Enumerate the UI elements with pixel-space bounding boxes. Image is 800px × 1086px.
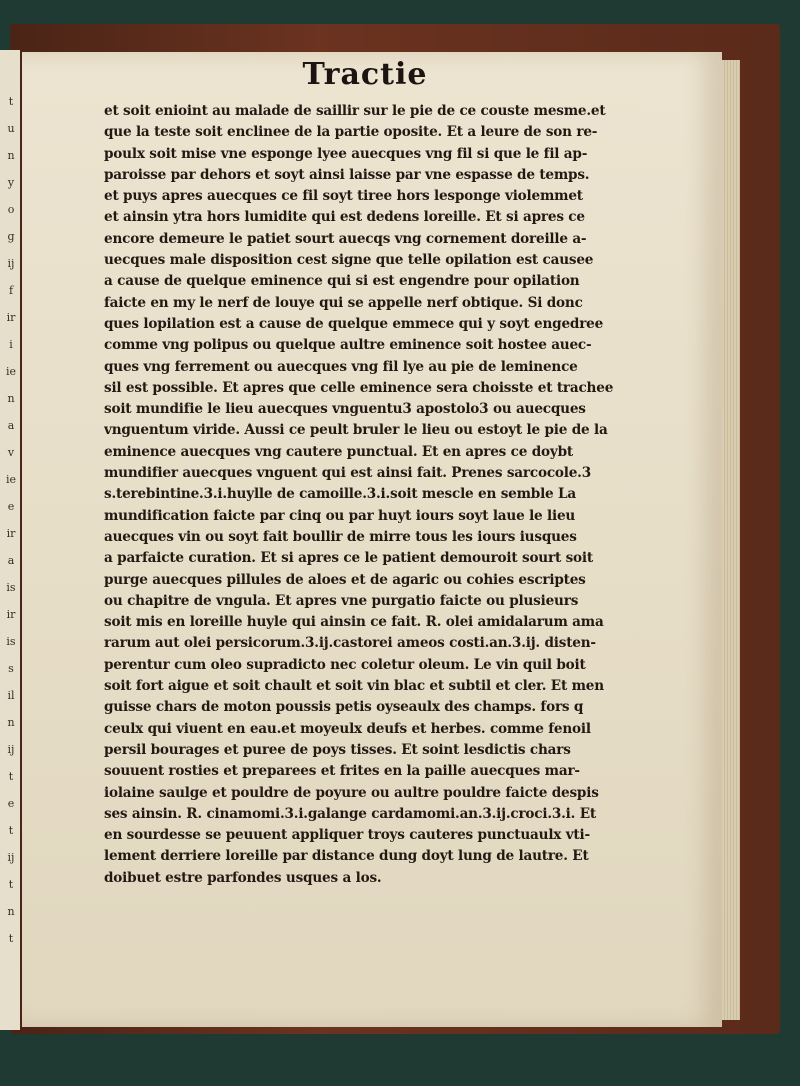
- facing-page-glyph: i: [9, 338, 13, 351]
- text-line: rarum aut olei persicorum.3.ij.castorei ameos costi.an.3.ij. disten-: [104, 635, 596, 652]
- text-line: guisse chars de moton poussis petis oyseaulx des champs. fors q: [104, 699, 584, 716]
- text-line: ou chapitre de vngula. Et apres vne purgatio faicte ou plusieurs: [104, 592, 579, 609]
- facing-page-glyph: t: [8, 878, 14, 891]
- text-line: poulx soit mise vne esponge lyee auecques vng fil si que le fil ap-: [104, 145, 588, 162]
- text-line: sil est possible. Et apres que celle eminence sera choisste et trachee: [104, 379, 614, 396]
- facing-page-glyph: ir: [6, 608, 16, 621]
- facing-page-glyph: ir: [6, 311, 16, 324]
- text-line: comme vng polipus ou quelque aultre eminence soit hostee auec-: [104, 337, 592, 354]
- text-line: en sourdesse se peuuent appliquer troys cauteres punctuaulx vti-: [104, 827, 590, 844]
- text-line: encore demeure le patiet sourt auecqs vng cornement doreille a-: [104, 230, 587, 247]
- text-line: ques vng ferrement ou auecques vng fil lye au pie de leminence: [104, 358, 578, 375]
- facing-page-glyph: a: [7, 554, 15, 567]
- text-line: auecques vin ou soyt fait boullir de mirre tous les iours iusques: [104, 528, 577, 545]
- text-line: mundification faicte par cinq ou par huyt iours soyt laue le lieu: [104, 507, 576, 524]
- facing-page-glyph: ij: [7, 257, 15, 270]
- facing-page-glyph: t: [8, 824, 14, 837]
- text-line: soit mis en loreille huyle qui ainsin ce fait. R. olei amidalarum ama: [104, 614, 604, 631]
- facing-page-glyph: n: [7, 149, 15, 162]
- text-line: et ainsin ytra hors lumidite qui est dedens loreille. Et si apres ce: [104, 209, 585, 226]
- text-line: paroisse par dehors et soyt ainsi laisse par vne espasse de temps.: [104, 166, 590, 183]
- facing-page-glyph: ij: [7, 851, 15, 864]
- facing-page-glyph: s: [8, 662, 14, 675]
- facing-page-glyph: e: [7, 500, 15, 513]
- facing-page-glyph: a: [7, 419, 15, 432]
- text-line: ses ainsin. R. cinamomi.3.i.galange cardamomi.an.3.ij.croci.3.i. Et: [104, 805, 596, 822]
- body-text: [104, 101, 644, 889]
- facing-page-glyph: t: [8, 770, 14, 783]
- facing-page-glyph: n: [7, 716, 15, 729]
- facing-page-glyph: ie: [5, 365, 17, 378]
- facing-page-glyph: g: [7, 230, 15, 243]
- text-line: lement derriere loreille par distance dung doyt lung de lautre. Et: [104, 848, 589, 865]
- text-line: uecques male disposition cest signe que telle opilation est causee: [104, 252, 594, 269]
- facing-page-glyph: n: [7, 392, 15, 405]
- facing-page-glyph: ir: [6, 527, 16, 540]
- text-line: s.terebintine.3.i.huylle de camoille.3.i.soit mescle en semble La: [104, 486, 577, 503]
- facing-page-glyph: t: [8, 95, 14, 108]
- facing-page-glyph: is: [6, 581, 16, 594]
- text-line: souuent rosties et preparees et frites en la paille auecques mar-: [104, 763, 580, 780]
- text-line: mundifier auecques vnguent qui est ainsi fait. Prenes sarcocole.3: [104, 465, 591, 482]
- text-line: et soit enioint au malade de saillir sur le pie de ce couste mesme.et: [104, 103, 606, 119]
- text-line: a cause de quelque eminence qui si est engendre pour opilation: [104, 273, 580, 290]
- text-line: doibuet estre parfondes usques a los.: [104, 869, 382, 886]
- facing-page-glyph: e: [7, 797, 15, 810]
- text-line: ceulx qui viuent en eau.et moyeulx deufs et herbes. comme fenoil: [104, 720, 591, 737]
- text-line: soit fort aigue et soit chault et soit vin blac et subtil et cler. Et men: [104, 678, 604, 695]
- facing-page-glyph: is: [6, 635, 16, 648]
- facing-page-glyph: o: [7, 203, 15, 216]
- text-line: purge auecques pillules de aloes et de agaric ou cohies escriptes: [104, 571, 586, 588]
- text-line: iolaine saulge et pouldre de poyure ou aultre pouldre faicte despis: [104, 784, 599, 801]
- page-stack-edge: [722, 60, 740, 1020]
- facing-page-edge: [0, 50, 20, 1030]
- text-line: et puys apres auecques ce fil soyt tiree hors lesponge violemmet: [104, 188, 583, 205]
- facing-page-glyph: u: [7, 122, 15, 135]
- running-heading: Tractie: [302, 57, 428, 92]
- facing-page-glyph: t: [8, 932, 14, 945]
- text-line: a parfaicte curation. Et si apres ce le patient demouroit sourt soit: [104, 550, 593, 567]
- facing-page-glyph: f: [8, 284, 14, 297]
- text-line: perentur cum oleo supradicto nec coletur oleum. Le vin quil boit: [104, 656, 586, 673]
- text-line: eminence auecques vng cautere punctual. Et en apres ce doybt: [104, 443, 573, 460]
- text-line: soit mundifie le lieu auecques vnguentu3 apostolo3 ou auecques: [104, 401, 586, 418]
- text-line: ques lopilation est a cause de quelque emmece qui y soyt engedree: [104, 315, 604, 332]
- facing-page-glyph: ij: [7, 743, 15, 756]
- text-line: persil bourages et puree de poys tisses. Et soint lesdictis chars: [104, 741, 571, 758]
- facing-page-glyph: il: [7, 689, 15, 702]
- text-line: faicte en my le nerf de louye qui se appelle nerf obtique. Si donc: [104, 294, 583, 311]
- text-line: vnguentum viride. Aussi ce peult bruler le lieu ou estoyt le pie de la: [104, 422, 608, 439]
- facing-page-glyph: v: [7, 446, 15, 459]
- facing-page-glyph: n: [7, 905, 15, 918]
- facing-page-glyph: y: [7, 176, 15, 189]
- text-line: que la teste soit enclinee de la partie oposite. Et a leure de son re-: [104, 124, 598, 141]
- facing-page-glyph: ie: [5, 473, 17, 486]
